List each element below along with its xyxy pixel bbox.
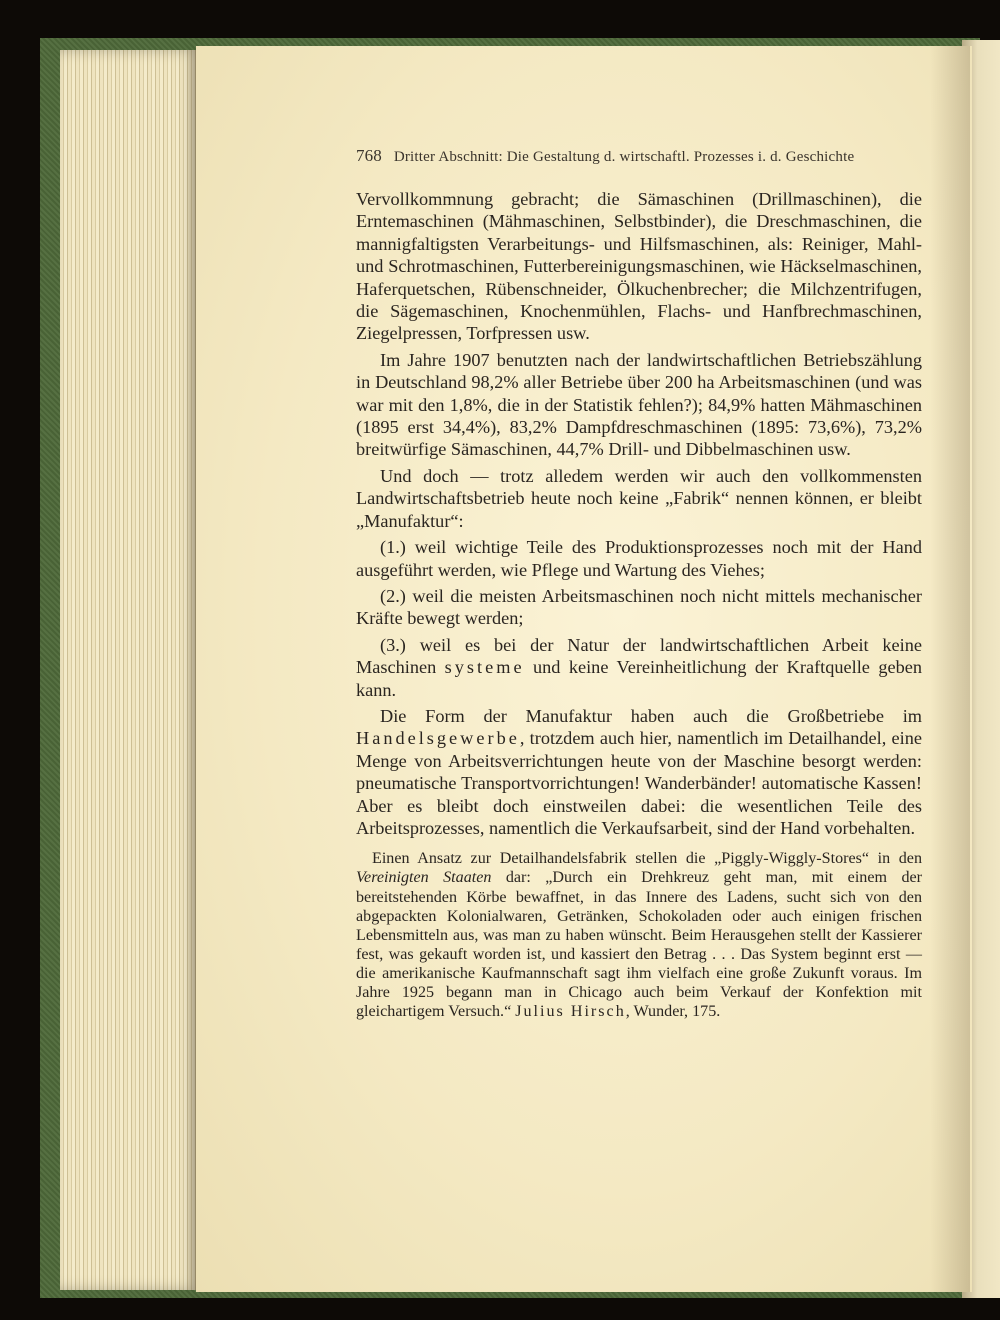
running-title: Dritter Abschnitt: Die Gestaltung d. wirtschaftl. Prozesses i. d. Geschichte	[393, 149, 855, 165]
footnote-c: dar: „Durch ein Drehkreuz geht man, mit einem der bereitstehenden Körbe bewaffnet, in das Innere des Ladens, sucht sich von den abgepackten Kolonialwaren, Getränken, Schokoladen oder auch einigen frischen Lebensmitteln aus, was man zu haben wünscht. Beim Herausgehen stellt der Kassierer fest, was gekauft worden ist, und kassiert den Betrag . . . Das System beginnt erst — die amerikanische Kaufmannschaft sagt ihm vielfach eine große Zukunft voraus. Im Jahre 1925 begann man in Chicago auch beim Verkauf der Konfektion mit gleichartigem Versuch.“	[356, 869, 922, 1021]
spaced-word-systeme: systeme	[444, 657, 525, 678]
paragraph-1: Vervollkommnung gebracht; die Sämaschinen (Drillmaschinen), die Erntemaschinen (Mähmaschinen, Selbstbinder), die Dreschmaschinen, die mannigfaltigsten Verarbeitungs- und Hilfsmaschinen, als: Reiniger, Mahl- und Schrotmaschinen, Futterbereinigungsmaschinen, wie Häckselmaschinen, Haferquetschen, Rübenschneider, Ölkuchenbrecher; die Milchzentrifugen, die Sägemaschinen, Knochenmühlen, Flachs- und Hanfbrechmaschinen, Ziegelpressen, Torfpressen usw.	[356, 189, 922, 344]
binding-shadow	[930, 46, 970, 1292]
paragraph-4: (1.) weil wichtige Teile des Produktionsprozesses noch mit der Hand ausgeführt werden, wie Pflege und Wartung des Viehes;	[356, 537, 922, 580]
paragraph-5: (2.) weil die meisten Arbeitsmaschinen noch nicht mittels mechanischer Kräfte bewegt werden;	[356, 585, 922, 629]
running-header	[356, 146, 922, 166]
paragraph-7-c: , trotzdem auch hier, namentlich im Detailhandel, eine Menge von Arbeitsverrichtungen heute von der Maschine besorgt werden: pneumatische Transportvorrichtungen! Wanderbänder! automatische Kassen! Aber es bleibt doch einstweilen dabei: die wesentlichen Teile des Arbeitsprozesses, namentlich die Verkaufsarbeit, sind der Hand vorbehalten.	[356, 728, 922, 838]
footnote-author: Julius Hirsch	[515, 1003, 626, 1021]
paragraph-6	[356, 634, 922, 701]
paragraph-7	[356, 705, 922, 839]
page-edges	[60, 50, 200, 1290]
paragraph-7-a: Die Form der Manufaktur haben auch die Großbetriebe im	[380, 705, 922, 726]
footnote	[356, 849, 922, 1021]
footnote-italic-country: Vereinigten Staaten	[356, 869, 492, 887]
spaced-word-handelsgewerbe: Handelsgewerbe	[356, 728, 520, 749]
paragraph-6-c: und keine Vereinheitlichung der Kraftquelle geben kann.	[356, 657, 922, 700]
paragraph-3: Und doch — trotz alledem werden wir auch den vollkommensten Landwirtschaftsbetrieb heute noch keine „Fabrik“ nennen können, er bleibt „Manufaktur“:	[356, 465, 922, 531]
page-number: 768	[356, 146, 382, 165]
page-content	[356, 146, 922, 1021]
paragraph-2: Im Jahre 1907 benutzten nach der landwirtschaftlichen Betriebszählung in Deutschland 98,2% aller Betriebe über 200 ha Arbeitsmaschinen (und was war mit den 1,8%, die in der Statistik fehlen?); 84,9% hatten Mähmaschinen (1895 erst 34,4%), 83,2% Dampfdreschmaschinen (1895: 73,6%), 73,2% breitwürfige Sämaschinen, 44,7% Drill- und Dibbelmaschinen usw.	[356, 349, 922, 460]
footnote-source: , Wunder, 175.	[625, 1003, 721, 1021]
footnote-a: Einen Ansatz zur Detailhandelsfabrik stellen die „Piggly-Wiggly-Stores“ in den	[372, 850, 922, 868]
paragraph-6-a: (3.) weil es bei der Natur der landwirtschaftlichen Arbeit keine Maschinen	[356, 634, 922, 678]
